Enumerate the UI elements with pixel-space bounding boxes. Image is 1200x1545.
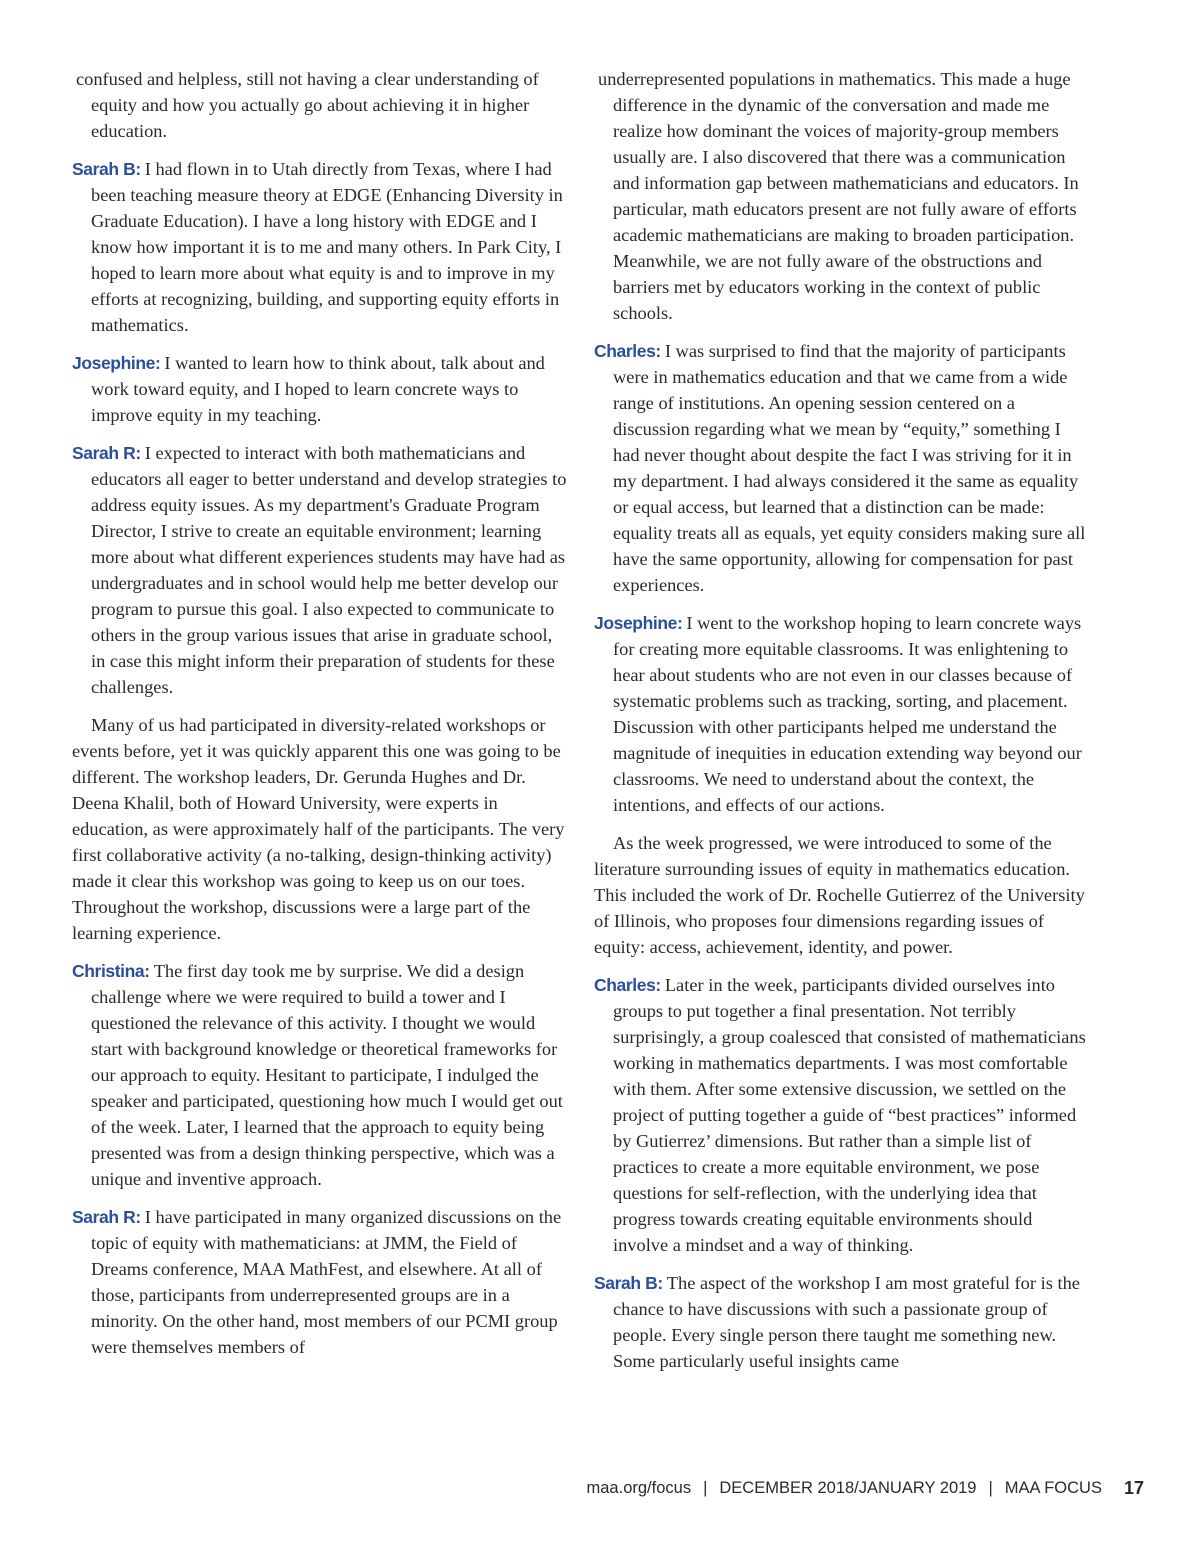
paragraph-text: The first day took me by surprise. We did a design challenge where we were required to build a tower and I questioned the relevance of this activity. I thought we would start with background knowledge or theoretical frameworks for our approach to equity. Hesitant to participate, I indulged the speaker and participated, questioning how much I would get out of the week. Later, I learned that the approach to equity being presented was from a design thinking perspective, which was a unique and inventive approach. — [91, 961, 563, 1189]
paragraph-text: Later in the week, participants divided ourselves into groups to put together a final presentation. Not terribly surprisingly, a group coalesced that consisted of mathematicians working in mathematics departments. I was most comfortable with them. After some extensive discussion, we settled on the project of putting together a guide of “best practices” informed by Gutierrez’ dimensions. But rather than a simple list of practices to create a more equitable environment, we pose questions for self-reflection, with the underlying idea that progress towards creating equitable environments should involve a mindset and a way of thinking. — [613, 975, 1086, 1255]
paragraph — [72, 712, 568, 946]
paragraph-text: I had flown in to Utah directly from Texas, where I had been teaching measure theory at EDGE (Enhancing Diversity in Graduate Education). I have a long history with EDGE and I know how important it is to me and many others. In Park City, I hoped to learn more about what equity is and to improve in my efforts at recognizing, building, and supporting equity efforts in mathematics. — [91, 159, 563, 335]
paragraph — [594, 830, 1090, 960]
footer-separator: | — [988, 1479, 993, 1497]
paragraph — [594, 610, 1090, 818]
speaker-label: Sarah R: — [72, 1207, 141, 1227]
paragraph-text: I was surprised to find that the majority of participants were in mathematics education and that we came from a wide range of institutions. An opening session centered on a discussion regarding what we mean by “equity,” something I had never thought about despite the fact I was striving for it in my department. I had always considered it the same as equality or equal access, but learned that a distinction can be made: equality treats all as equals, yet equity considers making sure all have the same opportunity, allowing for compensation for past experiences. — [613, 341, 1086, 595]
speaker-label: Sarah R: — [72, 443, 141, 463]
speaker-label: Charles: — [594, 341, 661, 361]
paragraph-text: Many of us had participated in diversity-related workshops or events before, yet it was quickly apparent this one was going to be different. The workshop leaders, Dr. Gerunda Hughes and Dr. Deena Khalil, both of Howard University, were experts in education, as were approximately half of the participants. The very first collaborative activity (a no-talking, design-thinking activity) made it clear this workshop was going to keep us on our toes. Throughout the workshop, discussions were a large part of the learning experience. — [72, 715, 565, 943]
speaker-label: Christina: — [72, 961, 150, 981]
footer-publication: MAA FOCUS — [1004, 1479, 1102, 1497]
paragraph-text: I went to the workshop hoping to learn concrete ways for creating more equitable classrooms. It was enlightening to hear about students who are not even in our classes because of systematic problems such as tracking, sorting, and placement. Discussion with other participants helped me understand the magnitude of inequities in education extending way beyond our classrooms. We need to understand about the context, the intentions, and effects of our actions. — [613, 613, 1082, 815]
speaker-label: Charles: — [594, 975, 661, 995]
speaker-label: Sarah B: — [594, 1273, 663, 1293]
paragraph-text: I expected to interact with both mathematicians and educators all eager to better understand and develop strategies to address equity issues. As my department's Graduate Program Director, I strive to create an equitable environment; learning more about what different experiences students may have had as undergraduates and in school would help me better develop our program to pursue this goal. I also expected to communicate to others in the group various issues that arise in graduate school, in case this might inform their preparation of students for these challenges. — [91, 443, 567, 697]
paragraph-text: I have participated in many organized discussions on the topic of equity with mathematicians: at JMM, the Field of Dreams conference, MAA MathFest, and elsewhere. At all of those, participants from underrepresented groups are in a minority. On the other hand, most members of our PCMI group were themselves members of — [91, 1207, 562, 1357]
paragraph — [72, 350, 568, 428]
footer-separator: | — [703, 1479, 708, 1497]
paragraph-text: As the week progressed, we were introduced to some of the literature surrounding issues of equity in mathematics education. This included the work of Dr. Rochelle Gutierrez of the University of Illinois, who proposes four dimensions regarding issues of equity: access, achievement, identity, and power. — [594, 833, 1085, 957]
paragraph — [72, 156, 568, 338]
paragraph — [72, 1204, 568, 1360]
right-column — [594, 66, 1090, 1386]
paragraph — [594, 1270, 1090, 1374]
paragraph — [594, 66, 1090, 326]
speaker-label: Josephine: — [72, 353, 161, 373]
paragraph-text: underrepresented populations in mathematics. This made a huge difference in the dynamic of the conversation and made me realize how dominant the voices of majority-group members usually are. I also discovered that there was a communication and information gap between mathematicians and educators. In particular, math educators present are not fully aware of efforts academic mathematicians are making to broaden participation. Meanwhile, we are not fully aware of the obstructions and barriers met by educators working in the context of public schools. — [598, 69, 1079, 323]
paragraph — [72, 440, 568, 700]
footer-issue: DECEMBER 2018/JANUARY 2019 — [719, 1479, 977, 1497]
speaker-label: Sarah B: — [72, 159, 141, 179]
paragraph-text: I wanted to learn how to think about, talk about and work toward equity, and I hoped to learn concrete ways to improve equity in my teaching. — [91, 353, 545, 425]
page-number: 17 — [1123, 1478, 1144, 1498]
paragraph-text: The aspect of the workshop I am most grateful for is the chance to have discussions with such a passionate group of people. Every single person there taught me something new. Some particularly useful insights came — [613, 1273, 1080, 1371]
left-column — [72, 66, 568, 1372]
page-footer — [587, 1478, 1144, 1499]
paragraph — [72, 66, 568, 144]
paragraph — [72, 958, 568, 1192]
paragraph — [594, 972, 1090, 1258]
footer-website[interactable]: maa.org/focus — [586, 1479, 692, 1497]
paragraph-text: confused and helpless, still not having a clear understanding of equity and how you actually go about achieving it in higher education. — [76, 69, 539, 141]
speaker-label: Josephine: — [594, 613, 683, 633]
paragraph — [594, 338, 1090, 598]
